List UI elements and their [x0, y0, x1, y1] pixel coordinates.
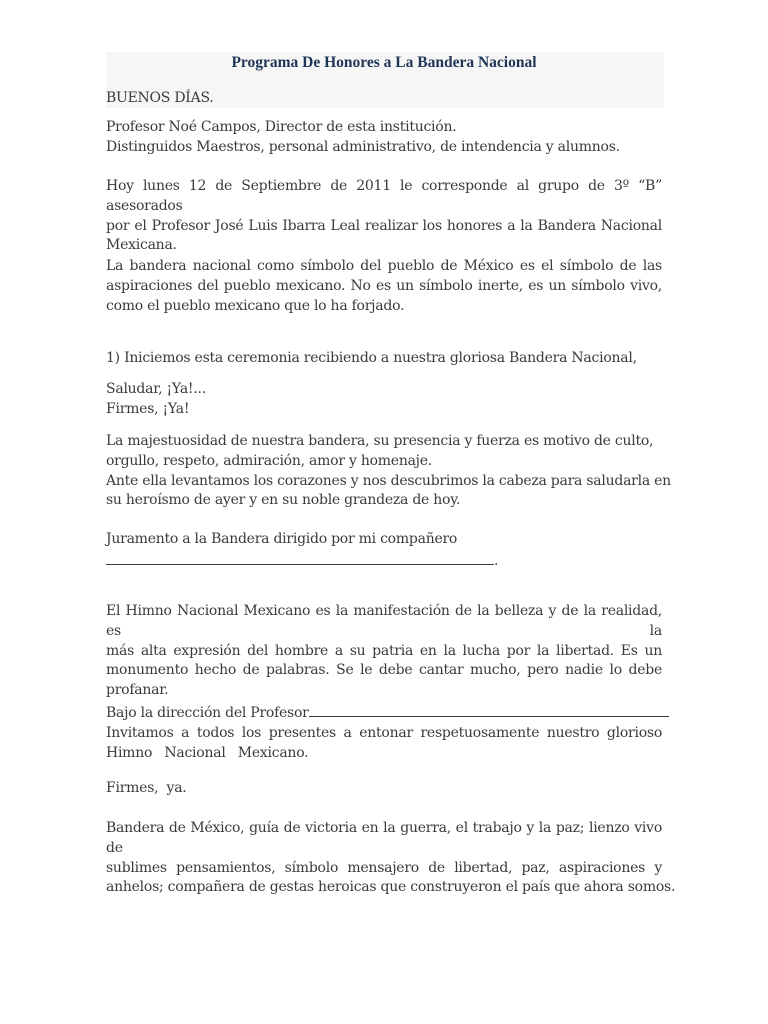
anthem-paragraph	[106, 602, 662, 701]
symbol-line-1: La bandera nacional como símbolo del pueblo de México es el símbolo de las	[106, 258, 662, 274]
majesty-line-4: su heroísmo de ayer y en su noble grandeza de hoy.	[106, 492, 461, 509]
majesty-line-1: La majestuosidad de nuestra bandera, su presencia y fuerza es motivo de culto,	[106, 433, 654, 449]
anthem-line-1: El Himno Nacional Mexicano es la manifestación de la belleza y de la realidad, es la	[106, 603, 662, 639]
intro-line-3: Mexicana.	[106, 237, 177, 254]
anthem-line-4: profanar.	[106, 682, 169, 699]
professor-blank	[309, 702, 669, 717]
symbol-line-3: como el pueblo mexicano que lo ha forjado.	[106, 297, 405, 314]
step-1-text: 1) Iniciemos esta ceremonia recibiendo a nuestra gloriosa Bandera Nacional,	[106, 350, 637, 366]
commands-block	[106, 380, 662, 420]
command-saludar: Saludar, ¡Ya!...	[106, 381, 206, 397]
intro-line-2: por el Profesor José Luis Ibarra Leal realizar los honores a la Bandera Nacional	[106, 217, 662, 234]
majesty-line-3: Ante ella levantamos los corazones y nos descubrimos la cabeza para saludarla en	[106, 472, 671, 489]
oath-text: Juramento a la Bandera dirigido por mi compañero	[106, 531, 458, 547]
firmes-ya-text: Firmes, ya.	[106, 780, 187, 796]
document-title: Programa De Honores a La Bandera Nacional	[231, 54, 537, 71]
oath-fill-line	[106, 550, 662, 572]
direction-line-1-text: Bajo la dirección del Profesor	[106, 705, 309, 721]
direction-line-2: Invitamos a todos los presentes a entonar respetuosamente nuestro glorioso	[106, 724, 662, 741]
majesty-paragraph	[106, 432, 671, 511]
greeting	[106, 89, 662, 109]
intro-paragraph	[106, 177, 662, 256]
salutation-line-1: Profesor Noé Campos, Director de esta institución.	[106, 119, 457, 135]
oath-period: .	[494, 552, 499, 569]
step-1	[106, 349, 662, 369]
closing-paragraph	[106, 819, 676, 898]
anthem-line-2: más alta expresión del hombre a su patria en la lucha por la libertad. Es un	[106, 642, 662, 659]
greeting-text: BUENOS DÍAS.	[106, 90, 214, 106]
direction-line-1	[106, 702, 662, 724]
symbol-paragraph	[106, 257, 662, 316]
closing-line-1: Bandera de México, guía de victoria en la guerra, el trabajo y la paz; lienzo vivo de	[106, 820, 662, 856]
majesty-line-2: orgullo, respeto, admiración, amor y homenaje.	[106, 452, 433, 469]
intro-line-1: Hoy lunes 12 de Septiembre de 2011 le corresponde al grupo de 3º “B” asesorados	[106, 178, 662, 214]
direction-paragraph	[106, 702, 662, 763]
command-firmes: Firmes, ¡Ya!	[106, 400, 190, 417]
firmes-ya	[106, 779, 662, 799]
anthem-line-3: monumento hecho de palabras. Se le debe cantar mucho, pero nadie lo debe	[106, 662, 662, 679]
oath-block	[106, 530, 662, 572]
salutation-line-2: Distinguidos Maestros, personal administrativo, de intendencia y alumnos.	[106, 138, 620, 155]
direction-line-3: Himno Nacional Mexicano.	[106, 744, 309, 761]
closing-line-2: sublimes pensamientos, símbolo mensajero de libertad, paz, aspiraciones y	[106, 859, 662, 876]
oath-blank	[106, 550, 494, 565]
symbol-line-2: aspiraciones del pueblo mexicano. No es un símbolo inerte, es un símbolo vivo,	[106, 277, 662, 294]
salutation-block	[106, 118, 662, 158]
closing-line-3: anhelos; compañera de gestas heroicas que construyeron el país que ahora somos.	[106, 879, 676, 896]
